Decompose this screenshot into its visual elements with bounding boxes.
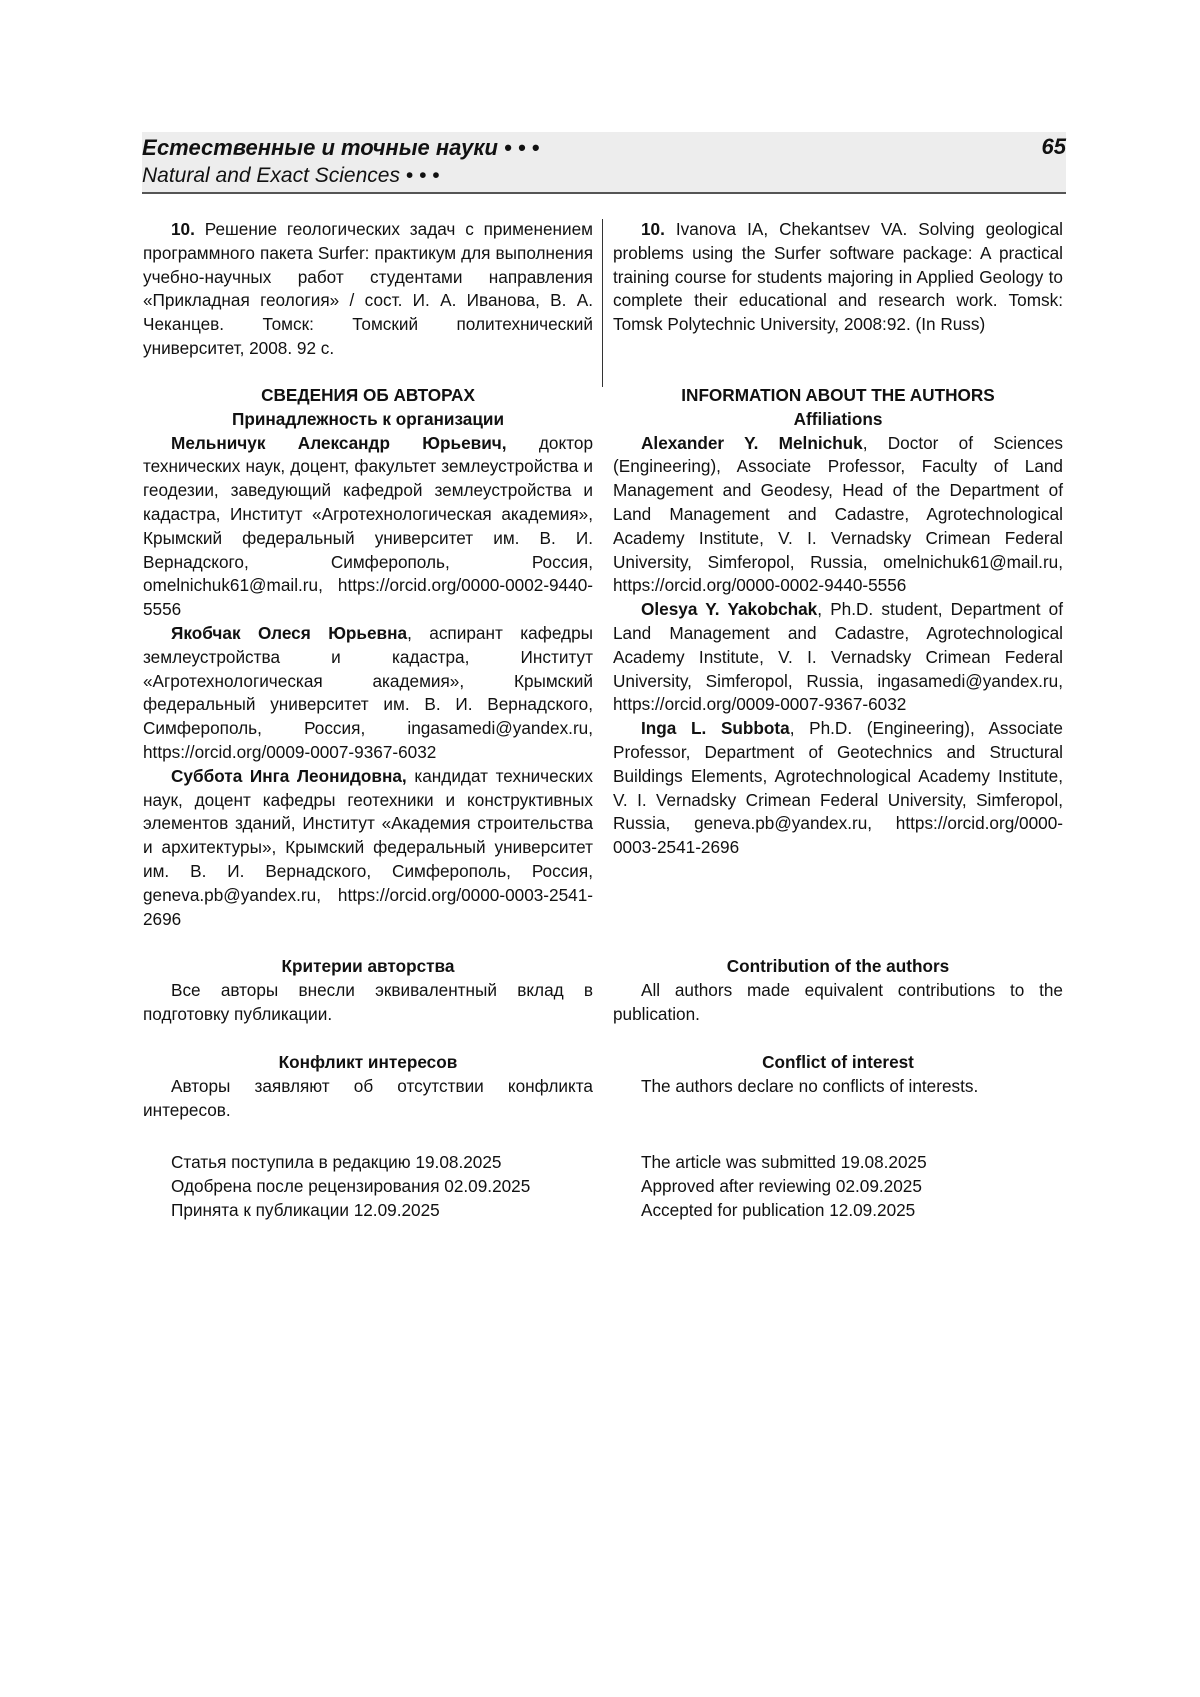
conflict-text: Авторы заявляют об отсутствии конфликта интересов. — [143, 1075, 593, 1123]
dates-section-en — [613, 1151, 1063, 1222]
author-3 — [143, 765, 593, 932]
author-details: кандидат технических наук, доцент кафедры геотехники и конструктивных элементов зданий, Институт «Академия строительства и архитектуры», Крымский федеральный университет им. В. И. Вернадского, Симферополь, Россия, geneva.pb@yandex.ru, https://orcid.org/0000-0003-2541-2696 — [143, 766, 593, 929]
reference-10-ru — [143, 218, 593, 361]
conflict-section-ru — [143, 1051, 593, 1122]
author-name: Мельничук Александр Юрьевич, — [171, 433, 507, 453]
criteria-heading: Contribution of the authors — [613, 955, 1063, 979]
author-2 — [143, 622, 593, 765]
reference-text: Ivanova IA, Chekantsev VA. Solving geological problems using the Surfer software package: A practical training course for students majoring in Applied Geology to complete their educational and research work. Tomsk: Tomsk Polytechnic University, 2008:92. (In Russ) — [613, 219, 1063, 334]
author-name: Якобчак Олеся Юрьевна — [171, 623, 407, 643]
conflict-heading: Конфликт интересов — [143, 1051, 593, 1075]
date-accepted: Принята к публикации 12.09.2025 — [143, 1199, 593, 1223]
author-1 — [143, 432, 593, 622]
author-details: доктор технических наук, доцент, факультет землеустройства и геодезии, заведующий кафедрой землеустройства и кадастра, Институт «Агротехнологическая академия», Крымский федеральный университет им. В. И. Вернадского, Симферополь, Россия, omelnichuk61@mail.ru, https://orcid.org/0000-0002-9440-5556 — [143, 433, 593, 620]
criteria-text: Все авторы внесли эквивалентный вклад в подготовку публикации. — [143, 979, 593, 1027]
authors-heading: СВЕДЕНИЯ ОБ АВТОРАХ — [143, 384, 593, 408]
conflict-text: The authors declare no conflicts of interests. — [613, 1075, 1063, 1099]
date-submitted: Статья поступила в редакцию 19.08.2025 — [143, 1151, 593, 1175]
authors-section-en — [613, 384, 1063, 860]
date-approved: Одобрена после рецензирования 02.09.2025 — [143, 1175, 593, 1199]
reference-number: 10. — [641, 219, 665, 239]
author-2 — [613, 598, 1063, 717]
date-accepted: Accepted for publication 12.09.2025 — [613, 1199, 1063, 1223]
criteria-text: All authors made equivalent contributions to the publication. — [613, 979, 1063, 1027]
criteria-heading: Критерии авторства — [143, 955, 593, 979]
reference-10-en — [613, 218, 1063, 337]
criteria-section-ru — [143, 955, 593, 1026]
author-details: , аспирант кафедры землеустройства и кадастра, Институт «Агротехнологическая академия», Крымский федеральный университет им. В. И. Вернадского, Симферополь, Россия, ingasamedi@yandex.ru, https://orcid.org/0009-0007-9367-6032 — [143, 623, 593, 762]
author-name: Суббота Инга Леонидовна, — [171, 766, 407, 786]
author-details: , Ph.D. (Engineering), Associate Professor, Department of Geotechnics and Structural Buildings Elements, Agrotechnological Academy Institute, V. I. Vernadsky Crimean Federal University, Simferopol, Russia, geneva.pb@yandex.ru, https://orcid.org/0000-0003-2541-2696 — [613, 718, 1063, 857]
date-approved: Approved after reviewing 02.09.2025 — [613, 1175, 1063, 1199]
authors-section-ru — [143, 384, 593, 931]
author-1 — [613, 432, 1063, 599]
running-header — [142, 132, 1066, 194]
criteria-section-en — [613, 955, 1063, 1026]
author-3 — [613, 717, 1063, 860]
authors-heading: INFORMATION ABOUT THE AUTHORS — [613, 384, 1063, 408]
journal-title-en: Natural and Exact Sciences • • • — [142, 162, 440, 190]
affiliations-heading: Принадлежность к организации — [143, 408, 593, 432]
affiliations-heading: Affiliations — [613, 408, 1063, 432]
author-details: , Ph.D. student, Department of Land Management and Cadastre, Agrotechnological Academy Institute, V. I. Vernadsky Crimean Federal University, Simferopol, Russia, ingasamedi@yandex.ru, https://orcid.org/0009-0007-9367-6032 — [613, 599, 1063, 714]
dates-section-ru — [143, 1151, 593, 1222]
journal-title-ru: Естественные и точные науки • • • — [142, 134, 539, 162]
conflict-heading: Conflict of interest — [613, 1051, 1063, 1075]
column-divider — [602, 219, 603, 387]
conflict-section-en — [613, 1051, 1063, 1099]
author-name: Inga L. Subbota — [641, 718, 790, 738]
date-submitted: The article was submitted 19.08.2025 — [613, 1151, 1063, 1175]
reference-text: Решение геологических задач с применением программного пакета Surfer: практикум для выполнения учебно-научных работ студентами направления «Прикладная геология» / сост. И. А. Иванова, В. А. Чеканцев. Томск: Томский политехнический университет, 2008. 92 с. — [143, 219, 593, 358]
author-details: , Doctor of Sciences (Engineering), Associate Professor, Faculty of Land Management and Geodesy, Head of the Department of Land Management and Cadastre, Agrotechnological Academy Institute, V. I. Vernadsky Crimean Federal University, Simferopol, Russia, omelnichuk61@mail.ru, https://orcid.org/0000-0002-9440-5556 — [613, 433, 1063, 596]
author-name: Olesya Y. Yakobchak — [641, 599, 817, 619]
page-number: 65 — [1042, 134, 1066, 160]
reference-number: 10. — [171, 219, 195, 239]
author-name: Alexander Y. Melnichuk — [641, 433, 863, 453]
